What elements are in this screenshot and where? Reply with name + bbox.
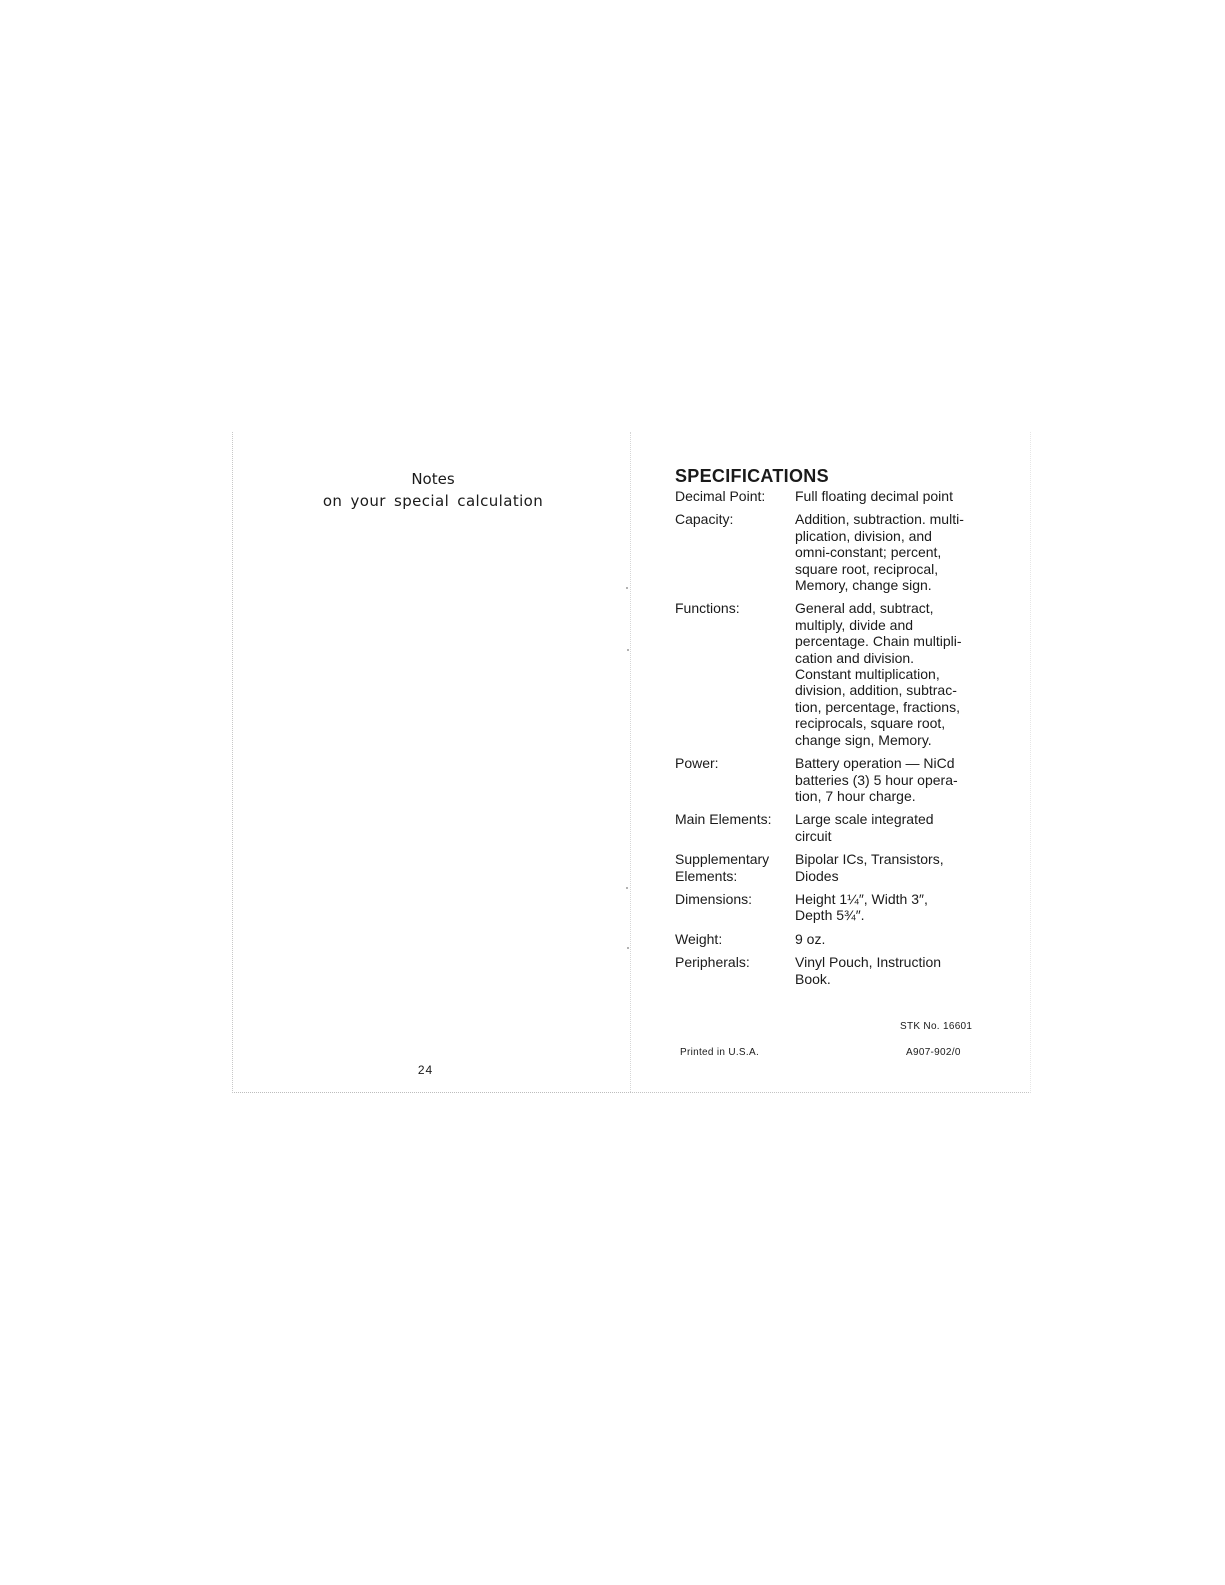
spec-value: Addition, subtraction. multi- plication, division, and omni-constant; percent, square root, reciprocal, Memory, change sign. <box>795 511 964 594</box>
spec-label: Main Elements: <box>675 811 772 828</box>
spec-value: Height 1¼″, Width 3″, Depth 5¾″. <box>795 890 928 924</box>
spec-label: Functions: <box>675 600 740 617</box>
document-code: A907-902/0 <box>906 1047 961 1058</box>
scan-speck <box>627 649 629 651</box>
specifications-table <box>675 488 1015 994</box>
spec-value: Full floating decimal point <box>795 488 953 504</box>
spec-label: Decimal Point: <box>675 488 766 504</box>
spec-value: Large scale integrated circuit <box>795 811 934 844</box>
page-gutter <box>630 432 631 1092</box>
spec-value: Bipolar ICs, Transistors, Diodes <box>795 851 944 884</box>
spec-row-weight <box>675 931 1015 954</box>
spec-label: Supplementary Elements: <box>675 851 770 884</box>
spec-label: Capacity: <box>675 511 734 528</box>
spec-row-power <box>675 755 1015 811</box>
spec-label: Dimensions: <box>675 890 753 907</box>
notes-page <box>232 432 631 1093</box>
spec-value: Battery operation — NiCd batteries (3) 5 hour opera- tion, 7 hour charge. <box>795 755 958 804</box>
spec-row-dimensions <box>675 891 1015 931</box>
scan-speck <box>627 947 629 949</box>
spec-value: General add, subtract, multiply, divide and percentage. Chain multipli- cation and division. Constant multiplication, division, addition, subtrac- tion, percentage, fractions, reciprocals, square root, change sign, Memory. <box>795 600 962 748</box>
spec-row-functions <box>675 600 1015 755</box>
spec-row-capacity <box>675 511 1015 600</box>
spec-value: 9 oz. <box>795 930 826 947</box>
printed-in-notice: Printed in U.S.A. <box>680 1047 760 1058</box>
scan-speck <box>626 887 628 889</box>
spec-row-main-elements <box>675 811 1015 851</box>
spec-row-decimal-point <box>675 488 1015 511</box>
stock-number: STK No. 16601 <box>900 1021 973 1032</box>
spec-label: Peripherals: <box>675 954 750 971</box>
spec-value: Vinyl Pouch, Instruction Book. <box>795 954 942 987</box>
booklet-spread <box>232 432 1030 1092</box>
notes-title: Notes <box>411 470 455 488</box>
scan-speck <box>626 587 628 589</box>
notes-subtitle: on your special calculation <box>322 492 544 510</box>
page-number: 24 <box>417 1063 434 1077</box>
spec-label: Power: <box>675 755 719 772</box>
spec-row-peripherals <box>675 954 1015 994</box>
spec-label: Weight: <box>675 930 723 947</box>
spec-row-supplementary-elements <box>675 851 1015 891</box>
specifications-heading: SPECIFICATIONS <box>675 466 829 486</box>
